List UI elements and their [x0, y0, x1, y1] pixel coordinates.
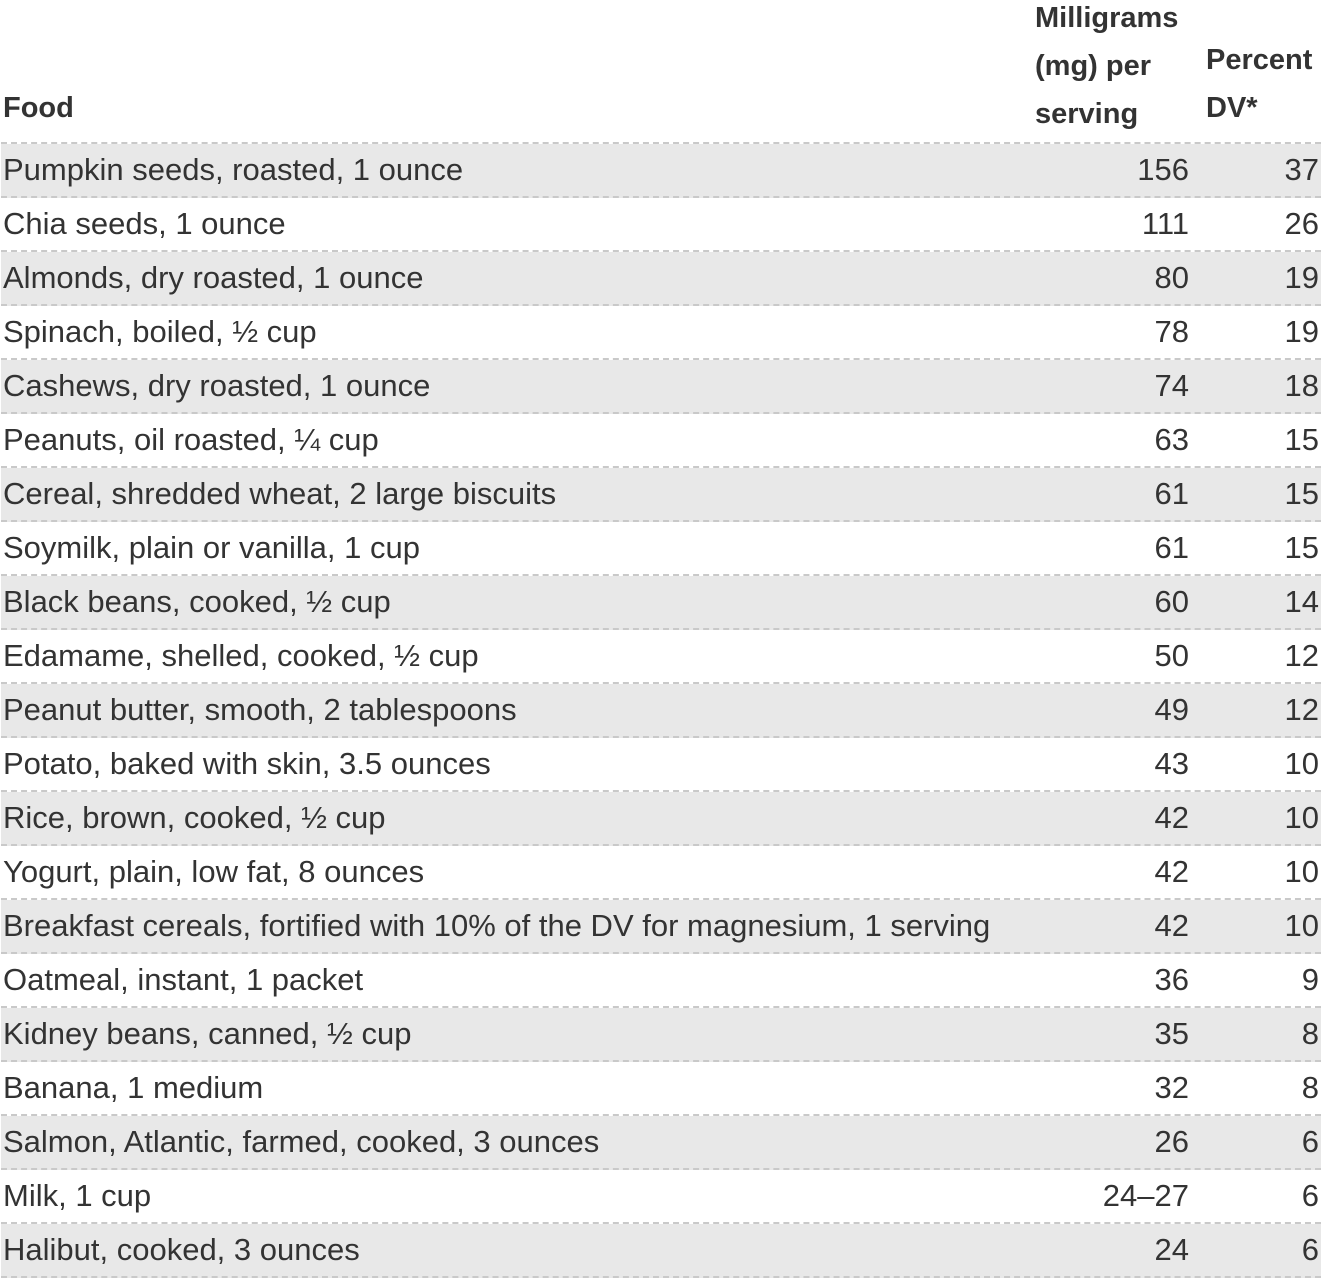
- cell-food: Chia seeds, 1 ounce: [3, 206, 286, 241]
- cell-milligrams: 49: [1154, 692, 1189, 727]
- cell-milligrams: 42: [1154, 908, 1189, 943]
- table-row: [1, 306, 1321, 360]
- table-row: [1, 1116, 1321, 1170]
- cell-food: Salmon, Atlantic, farmed, cooked, 3 ounces: [3, 1124, 600, 1159]
- cell-milligrams: 78: [1154, 314, 1189, 349]
- cell-food: Potato, baked with skin, 3.5 ounces: [3, 746, 491, 781]
- cell-percent-dv: 18: [1284, 368, 1319, 403]
- cell-milligrams: 42: [1154, 854, 1189, 889]
- cell-food: Oatmeal, instant, 1 packet: [3, 962, 364, 997]
- cell-percent-dv: 26: [1284, 206, 1319, 241]
- cell-food: Peanuts, oil roasted, ¼ cup: [3, 422, 379, 457]
- cell-food: Black beans, cooked, ½ cup: [3, 584, 391, 619]
- cell-percent-dv: 8: [1301, 1070, 1319, 1105]
- cell-milligrams: 42: [1154, 800, 1189, 835]
- cell-food: Soymilk, plain or vanilla, 1 cup: [3, 530, 420, 565]
- cell-milligrams: 43: [1154, 746, 1189, 781]
- cell-percent-dv: 14: [1284, 584, 1319, 619]
- table-row: [1, 1062, 1321, 1116]
- cell-percent-dv: 9: [1301, 962, 1319, 997]
- cell-percent-dv: 8: [1301, 1016, 1319, 1051]
- cell-percent-dv: 10: [1284, 800, 1319, 835]
- table-row: [1, 414, 1321, 468]
- cell-milligrams: 63: [1154, 422, 1189, 457]
- cell-milligrams: 35: [1154, 1016, 1189, 1051]
- cell-food: Banana, 1 medium: [3, 1070, 264, 1105]
- table-body: [1, 144, 1321, 1278]
- table-row: [1, 738, 1321, 792]
- cell-food: Kidney beans, canned, ½ cup: [3, 1016, 412, 1051]
- table-row: [1, 846, 1321, 900]
- cell-food: Yogurt, plain, low fat, 8 ounces: [3, 854, 425, 889]
- cell-milligrams: 80: [1154, 260, 1189, 295]
- cell-percent-dv: 12: [1284, 692, 1319, 727]
- cell-food: Cashews, dry roasted, 1 ounce: [3, 368, 431, 403]
- cell-percent-dv: 12: [1284, 638, 1319, 673]
- table-row: [1, 954, 1321, 1008]
- table-row: [1, 252, 1321, 306]
- cell-food: Pumpkin seeds, roasted, 1 ounce: [3, 152, 464, 187]
- table-row: [1, 900, 1321, 954]
- cell-percent-dv: 15: [1284, 530, 1319, 565]
- table-row: [1, 630, 1321, 684]
- cell-food: Edamame, shelled, cooked, ½ cup: [3, 638, 479, 673]
- table-row: [1, 576, 1321, 630]
- cell-percent-dv: 19: [1284, 314, 1319, 349]
- table-header: [1, 0, 1321, 144]
- cell-percent-dv: 15: [1284, 476, 1319, 511]
- cell-milligrams: 32: [1154, 1070, 1189, 1105]
- table-row: [1, 1224, 1321, 1278]
- cell-percent-dv: 37: [1284, 152, 1319, 187]
- table-row: [1, 1008, 1321, 1062]
- cell-milligrams: 36: [1154, 962, 1189, 997]
- cell-milligrams: 61: [1154, 530, 1189, 565]
- cell-percent-dv: 6: [1301, 1232, 1319, 1267]
- cell-milligrams: 24: [1154, 1232, 1189, 1267]
- cell-milligrams: 50: [1154, 638, 1189, 673]
- cell-percent-dv: 6: [1301, 1124, 1319, 1159]
- table-row: [1, 144, 1321, 198]
- table-row: [1, 198, 1321, 252]
- table-row: [1, 468, 1321, 522]
- cell-food: Breakfast cereals, fortified with 10% of the DV for magnesium, 1 serving: [3, 908, 991, 943]
- header-food: Food: [3, 92, 74, 124]
- cell-food: Milk, 1 cup: [3, 1178, 152, 1213]
- cell-milligrams: 74: [1154, 368, 1189, 403]
- cell-percent-dv: 10: [1284, 746, 1319, 781]
- cell-percent-dv: 19: [1284, 260, 1319, 295]
- cell-milligrams: 60: [1154, 584, 1189, 619]
- cell-milligrams: 111: [1141, 206, 1189, 241]
- cell-milligrams: 26: [1154, 1124, 1189, 1159]
- cell-food: Almonds, dry roasted, 1 ounce: [3, 260, 424, 295]
- magnesium-food-table: [1, 0, 1321, 1278]
- cell-food: Spinach, boiled, ½ cup: [3, 314, 317, 349]
- table-row: [1, 522, 1321, 576]
- table-row: [1, 360, 1321, 414]
- cell-percent-dv: 10: [1284, 854, 1319, 889]
- cell-food: Halibut, cooked, 3 ounces: [3, 1232, 360, 1267]
- cell-food: Peanut butter, smooth, 2 tablespoons: [3, 692, 517, 727]
- table-row: [1, 1170, 1321, 1224]
- cell-food: Cereal, shredded wheat, 2 large biscuits: [3, 476, 557, 511]
- table-row: [1, 792, 1321, 846]
- header-milligrams-per-serving: Milligrams (mg) per serving: [1035, 2, 1179, 130]
- cell-milligrams: 156: [1137, 152, 1189, 187]
- cell-milligrams: 24–27: [1102, 1178, 1189, 1213]
- cell-percent-dv: 10: [1284, 908, 1319, 943]
- cell-percent-dv: 6: [1301, 1178, 1319, 1213]
- cell-food: Rice, brown, cooked, ½ cup: [3, 800, 386, 835]
- table-row: [1, 684, 1321, 738]
- cell-percent-dv: 15: [1284, 422, 1319, 457]
- header-percent-dv: Percent DV*: [1206, 44, 1313, 124]
- cell-milligrams: 61: [1154, 476, 1189, 511]
